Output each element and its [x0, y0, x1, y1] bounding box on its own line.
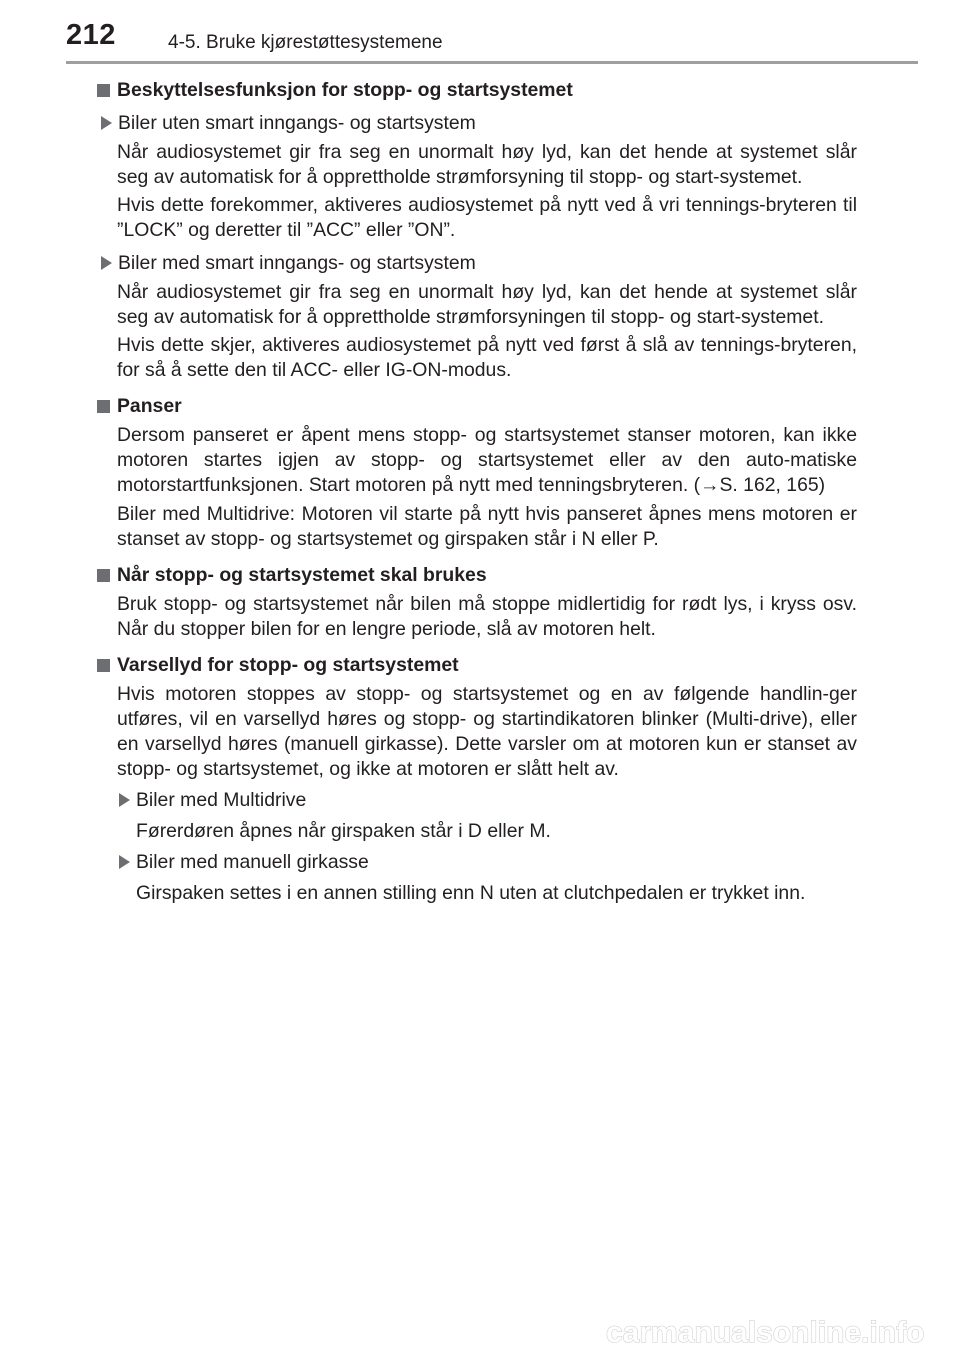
subheading-manual-transmission: [115, 850, 857, 875]
triangle-bullet-icon: [101, 116, 112, 130]
page-header: [0, 0, 960, 66]
page-number: 212: [66, 19, 116, 51]
heading-text: Når stopp- og startsystemet skal brukes: [117, 564, 487, 586]
paragraph: Bruk stopp- og startsystemet når bilen må stoppe midlertidig for rødt lys, i kryss osv. Når du stopper bilen for en lengre periode, slå av motoren helt.: [117, 593, 857, 640]
square-bullet-icon: [97, 569, 110, 582]
square-bullet-icon: [97, 400, 110, 413]
triangle-bullet-icon: [119, 793, 130, 807]
subheading-with-smart-entry: [97, 251, 857, 276]
square-bullet-icon: [97, 84, 110, 97]
paragraph: Førerdøren åpnes når girspaken står i D eller M.: [136, 820, 551, 842]
triangle-bullet-icon: [119, 855, 130, 869]
section-title: 4-5. Bruke kjørestøttesystemene: [168, 32, 443, 53]
paragraph: Når audiosystemet gir fra seg en unormalt høy lyd, kan det hende at systemet slår seg av automatisk for å opprettholde strømforsyning til stopp- og start-systemet.: [117, 141, 857, 188]
heading-hood: [97, 394, 857, 419]
heading-text: Varsellyd for stopp- og startsystemet: [117, 654, 459, 676]
subheading-text: Biler med Multidrive: [136, 789, 307, 811]
subheading-text: Biler med smart inngangs- og startsystem: [118, 252, 476, 274]
triangle-bullet-icon: [101, 256, 112, 270]
paragraph: Dersom panseret er åpent mens stopp- og startsystemet stanser motoren, kan ikke motoren startes igjen av stopp- og startsystemet eller av den auto-matiske motorstartfunksjonen. Start motoren på nytt med tenningsbryteren. (→S. 162, 165): [117, 424, 857, 496]
subheading-multidrive: [115, 788, 857, 813]
paragraph: Hvis dette skjer, aktiveres audiosystemet på nytt ved først å slå av tennings-bryteren, for så å sette den til ACC- eller IG-ON-modus.: [117, 334, 857, 381]
subheading-text: Biler med manuell girkasse: [136, 851, 369, 873]
heading-when-to-use: [97, 563, 857, 588]
watermark: [606, 1312, 946, 1352]
header-divider: [66, 61, 918, 64]
page-content: [97, 78, 857, 906]
square-bullet-icon: [97, 659, 110, 672]
heading-text: Panser: [117, 395, 182, 417]
heading-protection: [97, 78, 857, 103]
paragraph: Biler med Multidrive: Motoren vil starte på nytt hvis panseret åpnes mens motoren er stanset av stopp- og startsystemet og girspaken står i N eller P.: [117, 503, 857, 550]
paragraph: Når audiosystemet gir fra seg en unormalt høy lyd, kan det hende at systemet slår seg av automatisk for å opprettholde strømforsyningen til stopp- og start-systemet.: [117, 281, 857, 328]
paragraph: Girspaken settes i en annen stilling enn N uten at clutchpedalen er trykket inn.: [136, 882, 806, 904]
subheading-text: Biler uten smart inngangs- og startsystem: [118, 112, 476, 134]
heading-text: Beskyttelsesfunksjon for stopp- og startsystemet: [117, 79, 573, 101]
watermark-text: carmanualsonline.info: [606, 1316, 925, 1349]
paragraph: Hvis motoren stoppes av stopp- og startsystemet og en av følgende handlin-ger utføres, vil en varsellyd høres og stopp- og startindikatoren blinker (Multi-drive), eller en varsellyd høres (manuell girkasse). Dette varsler om at motoren kun er stanset av stopp- og startsystemet, og ikke at motoren er slått helt av.: [117, 683, 857, 780]
paragraph: Hvis dette forekommer, aktiveres audiosystemet på nytt ved å vri tennings-bryteren til ”LOCK” og deretter til ”ACC” eller ”ON”.: [117, 194, 857, 241]
heading-warning-sound: [97, 653, 857, 678]
subheading-without-smart-entry: [97, 111, 857, 136]
